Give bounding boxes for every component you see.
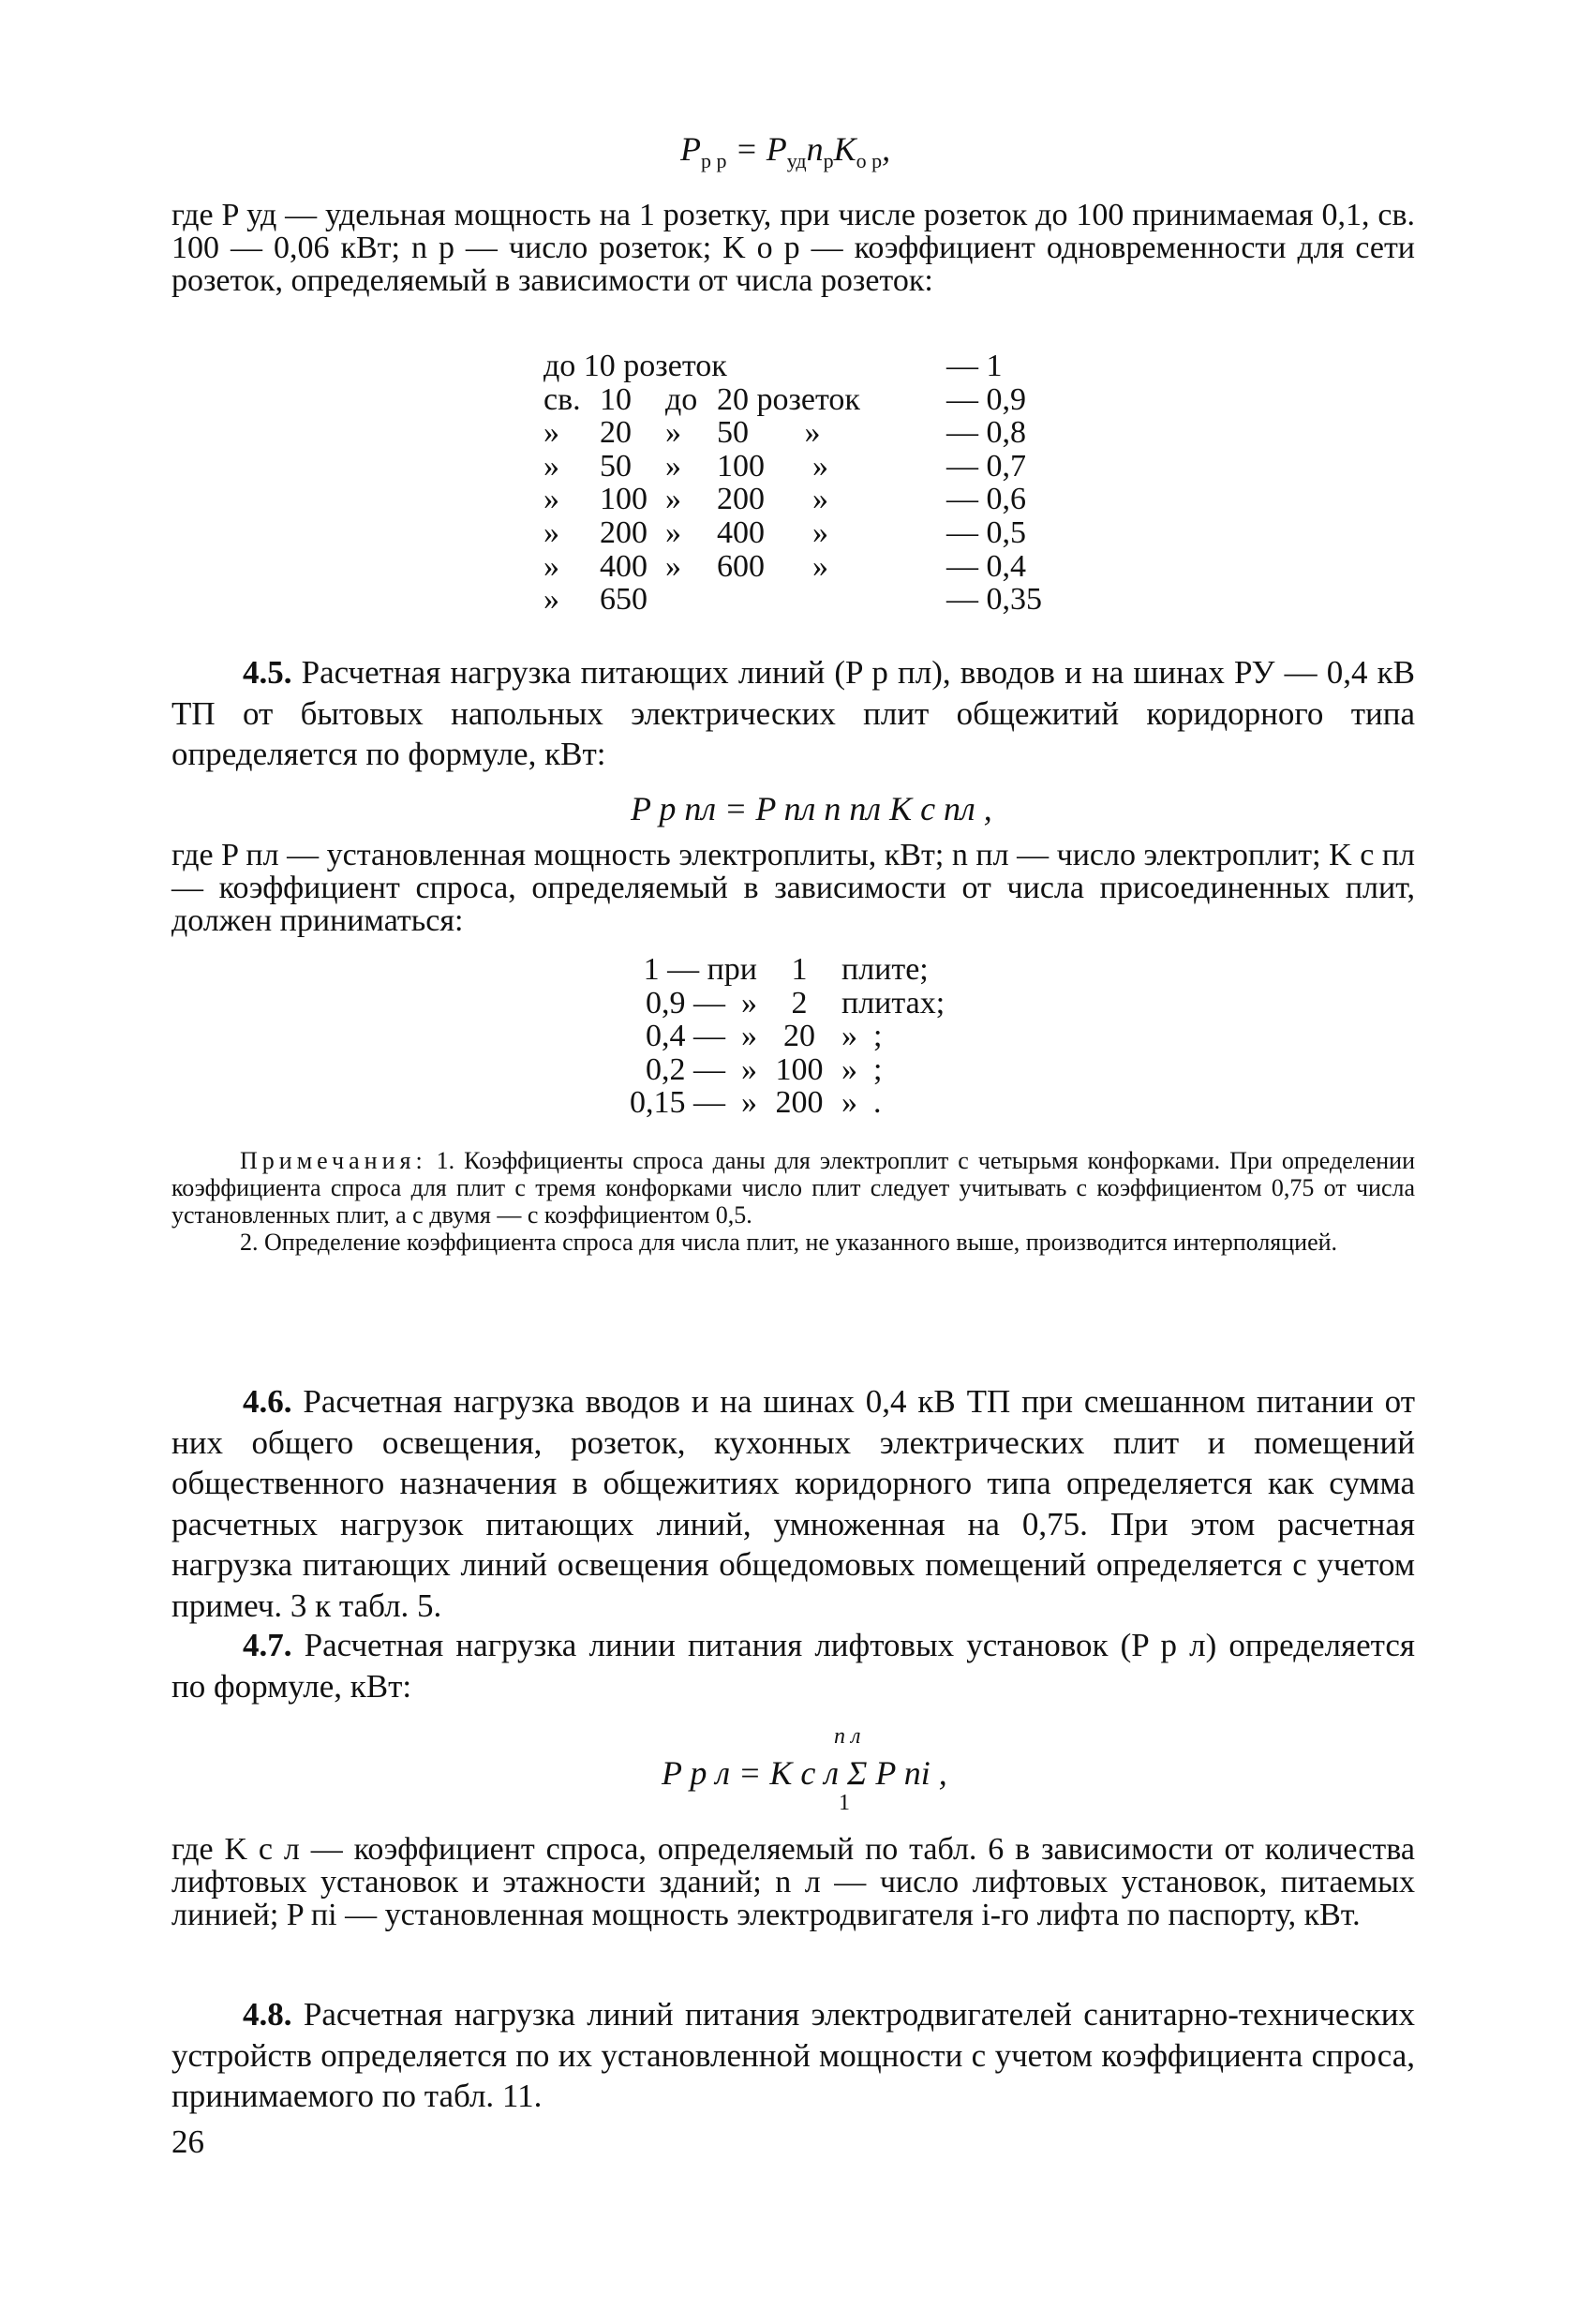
table-cell: 400	[600, 548, 648, 584]
note-1: 1. Коэффициенты спроса даны для электроплит с четырьмя конфорками. При определении коэффициента спроса для плит с тремя конфорками число плит следует учитывать с коэффициентом 0,75 от числа установленных плит, а с двумя — с коэффициентом 0,5.	[171, 1147, 1415, 1229]
table-cell: »	[665, 415, 681, 451]
table-cell	[665, 583, 717, 617]
table-cell: »	[543, 548, 559, 584]
table-cell: до 10 розеток	[543, 349, 727, 383]
table-cell: 1 — при	[643, 952, 757, 987]
table-cell: 200	[775, 1085, 824, 1121]
table-cell: 200 »	[717, 482, 828, 517]
table-cell: 600 »	[717, 548, 828, 584]
table-cell: 400 »	[717, 514, 828, 550]
sum-upper-limit: n л	[834, 1724, 861, 1749]
section-4-7: 4.7. Расчетная нагрузка линии питания лифтовых установок (P р л) определяется по формуле, кВт:	[171, 1627, 1415, 1705]
table-cell: 0,9 — »	[646, 985, 757, 1020]
table-cell: » ;	[841, 1051, 883, 1087]
paragraph-socket-definitions: где P уд — удельная мощность на 1 розетку, при числе розеток до 100 принимаемая 0,1, св. 100 — 0,06 кВт; n р — число розеток; K о р — коэффициент одновременности для сети розеток, определяемый в зависимости от числа розеток:	[171, 198, 1415, 298]
section-4-6: 4.6. Расчетная нагрузка вводов и на шинах 0,4 кВ ТП при смешанном питании от них общего освещения, розеток, кухонных электрических плит и помещений общественного назначения в общежитиях коридорного типа определяется как сумма расчетных нагрузок питающих линий, умноженная на 0,75. При этом расчетная нагрузка питающих линий освещения общедомовых помещений определяется с учетом примеч. 3 к табл. 5.	[171, 1383, 1416, 1624]
table-row	[617, 1020, 973, 1053]
stove-demand-table	[617, 953, 973, 1120]
section-number: 4.6.	[243, 1383, 292, 1420]
paragraph-lift-definitions: где K с л — коэффициент спроса, определяемый по табл. 6 в зависимости от количества лифтовых установок и этажности зданий; n л — число лифтовых установок, питаемых линией; P пi — установленная мощность электродвигателя i-го лифта по паспорту, кВт.	[171, 1832, 1415, 1932]
table-cell: — 0,35	[946, 582, 1042, 618]
table-cell: — 0,9	[946, 381, 1026, 417]
table-cell: »	[543, 448, 559, 484]
page-number: 26	[171, 2123, 204, 2160]
section-number: 4.5.	[243, 654, 292, 691]
table-cell: — 0,4	[946, 548, 1026, 584]
table-cell: 100 »	[717, 448, 828, 484]
section-number: 4.7.	[243, 1627, 292, 1663]
table-row	[617, 953, 973, 987]
section-number: 4.8.	[243, 1996, 292, 2033]
table-cell: 200	[600, 514, 648, 550]
table-cell: »	[543, 514, 559, 550]
table-cell: »	[543, 482, 559, 517]
table-cell: »	[543, 415, 559, 451]
table-row	[543, 583, 1059, 617]
table-cell: 20	[600, 415, 632, 451]
table-row	[543, 550, 1059, 584]
table-cell: 20	[783, 1019, 815, 1054]
note-2: 2. Определение коэффициента спроса для числа плит, не указанного выше, производится интерполяцией.	[240, 1229, 1338, 1256]
table-cell: до	[665, 381, 698, 417]
table-cell: плите;	[841, 952, 929, 987]
section-4-8: 4.8. Расчетная нагрузка линий питания электродвигателей санитарно-технических устройств определяется по их установленной мощности с учетом коэффициента спроса, принимаемого по табл. 11.	[171, 1996, 1415, 2114]
table-cell: — 0,7	[946, 448, 1026, 484]
table-cell: »	[665, 448, 681, 484]
table-row	[543, 516, 1059, 550]
formula-stove-load: P р пл = P пл n пл K с пл ,	[631, 790, 992, 827]
table-row	[543, 383, 1059, 417]
table-cell: 0,4 — »	[646, 1019, 757, 1054]
table-row	[543, 416, 1059, 450]
table-cell: »	[665, 514, 681, 550]
table-cell: — 0,8	[946, 415, 1026, 451]
table-row	[543, 483, 1059, 516]
table-cell: — 1	[946, 349, 1003, 383]
notes-block	[171, 1147, 1415, 1256]
socket-coefficient-table	[543, 350, 1059, 617]
formula-socket-load: $P_{р р} = P_{уд}n_рK_{о р}$,	[680, 130, 891, 173]
sum-lower-limit: 1	[839, 1791, 850, 1815]
table-cell: » ;	[841, 1019, 883, 1054]
table-cell: 650	[600, 582, 648, 618]
notes-label: Примечания:	[240, 1147, 427, 1174]
table-row	[617, 1086, 973, 1120]
table-cell: 50 »	[717, 415, 821, 451]
table-cell: — 0,6	[946, 482, 1026, 517]
table-cell: » .	[841, 1085, 882, 1121]
table-cell: 20 розеток	[717, 381, 860, 417]
table-cell	[717, 583, 946, 617]
paragraph-stove-definitions: где P пл — установленная мощность электроплиты, кВт; n пл — число электроплит; K с пл — коэффициент спроса, определяемый в зависимости от числа присоединенных плит, должен приниматься:	[171, 838, 1415, 938]
table-cell: — 0,5	[946, 514, 1026, 550]
table-row	[617, 987, 973, 1020]
table-cell: 0,2 — »	[646, 1051, 757, 1087]
table-cell: 10	[600, 381, 632, 417]
table-cell: плитах;	[841, 985, 945, 1020]
table-cell: »	[665, 482, 681, 517]
section-4-5: 4.5. Расчетная нагрузка питающих линий (P р пл), вводов и на шинах РУ — 0,4 кВ ТП от бытовых напольных электрических плит общежитий коридорного типа определяется по формуле, кВт:	[171, 654, 1415, 772]
table-cell: 0,15 — »	[630, 1085, 757, 1121]
table-cell: 1	[791, 952, 808, 987]
table-cell: 2	[791, 985, 808, 1020]
table-cell: 100	[775, 1051, 824, 1087]
table-cell: »	[665, 548, 681, 584]
table-cell: 50	[600, 448, 632, 484]
table-cell: 100	[600, 482, 648, 517]
table-row	[617, 1053, 973, 1087]
table-row	[543, 350, 1059, 383]
table-cell: »	[543, 582, 559, 618]
formula-lift-load: P р л = K с л Σ P пi ,	[662, 1754, 947, 1792]
table-row	[543, 450, 1059, 484]
table-cell: св.	[543, 381, 581, 417]
